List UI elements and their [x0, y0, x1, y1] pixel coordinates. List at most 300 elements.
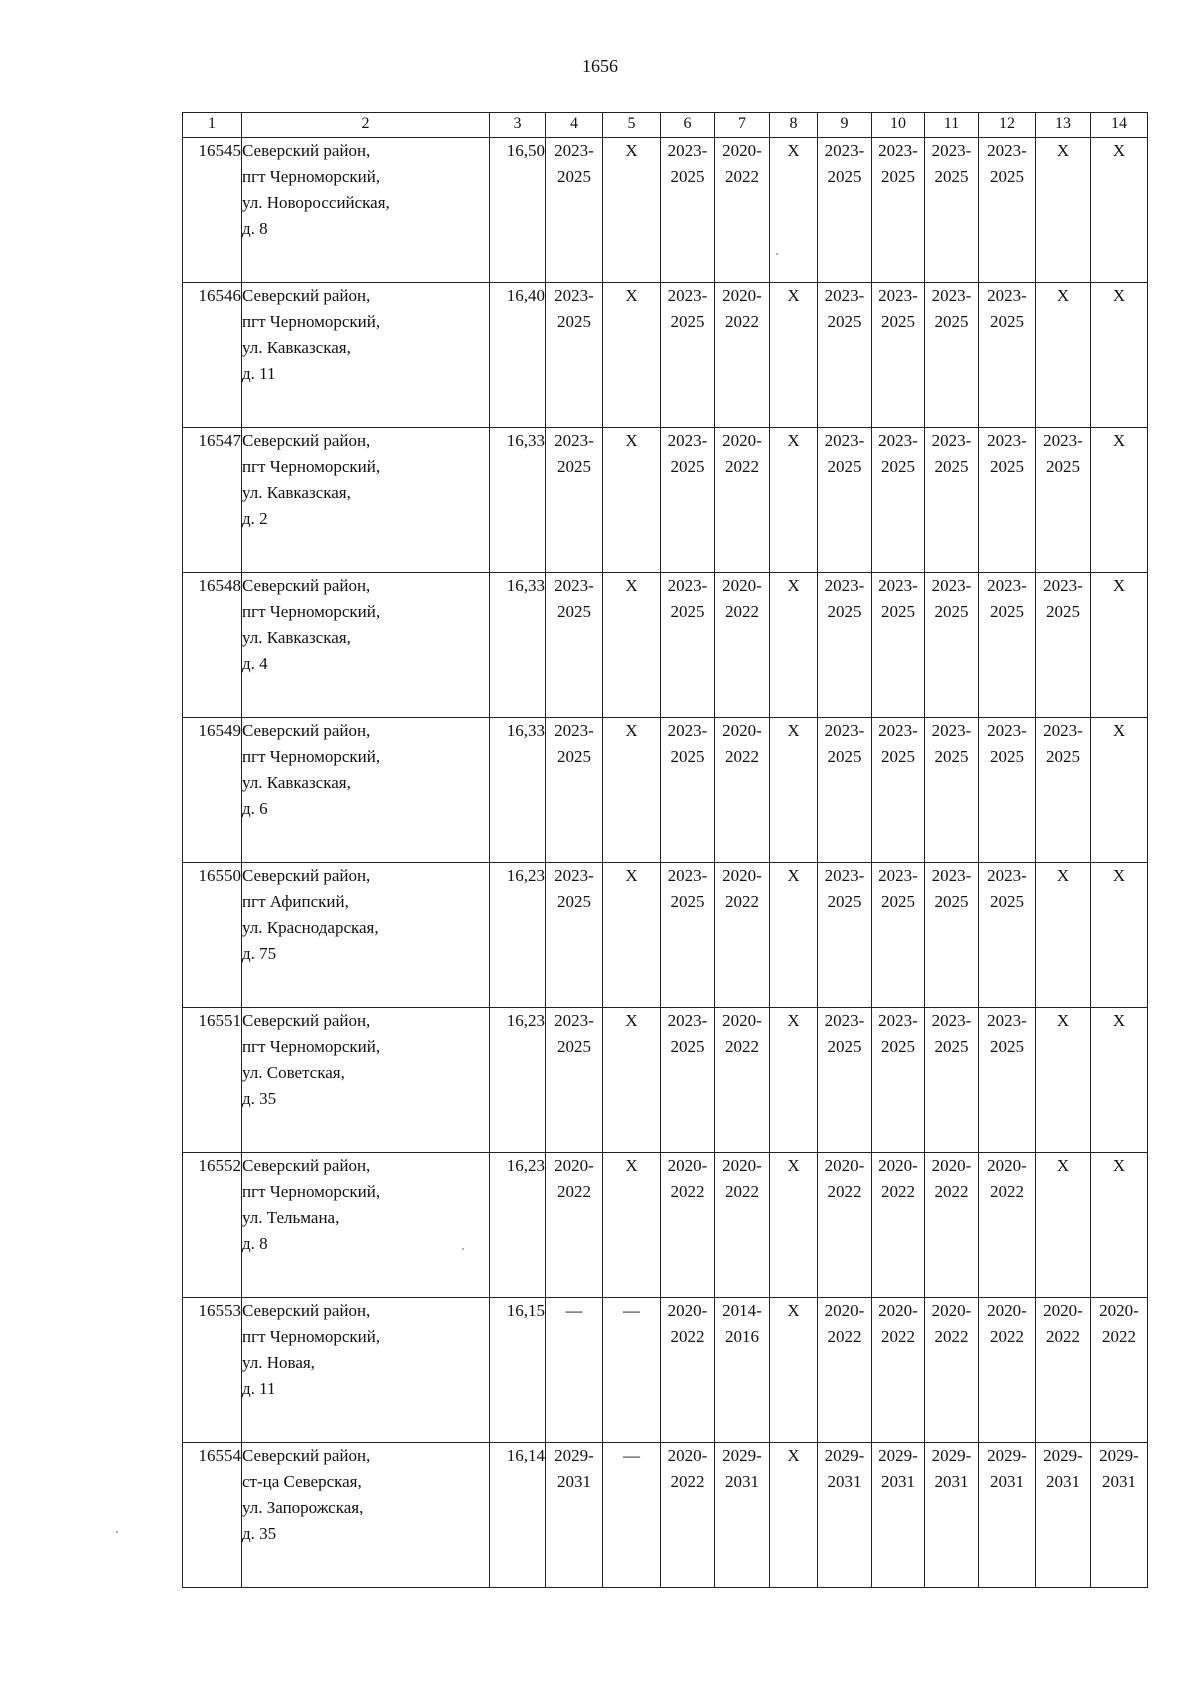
period-line: 2023- [931, 721, 972, 740]
period-line: 2020- [667, 1301, 708, 1320]
address-line: ул. Краснодарская, [242, 918, 379, 937]
column-number-8: 8 [770, 113, 818, 138]
period-line: 2023- [987, 866, 1027, 885]
period-line: 2023- [667, 576, 708, 595]
period-line: 2023- [987, 431, 1027, 450]
period-line: X [1056, 866, 1070, 885]
period-line: 2025 [990, 457, 1024, 476]
period-cell-col-8 [770, 428, 818, 573]
address-line: пгт Черноморский, [242, 1327, 381, 1346]
period-line: X [1056, 1156, 1070, 1175]
column-number-9: 9 [818, 113, 872, 138]
period-line: 2023- [554, 141, 594, 160]
address-line: пгт Афипский, [242, 892, 349, 911]
period-line: X [787, 141, 800, 160]
period-line: — [565, 1301, 583, 1320]
period-line: 2023- [878, 721, 918, 740]
period-cell-col-13 [1036, 1008, 1091, 1153]
period-line: 2025 [827, 602, 862, 621]
period-cell-col-7 [715, 573, 770, 718]
period-cell-col-9 [818, 718, 872, 863]
period-cell-col-11 [925, 1443, 979, 1588]
period-line: 2020- [931, 1301, 972, 1320]
period-line: 2029- [722, 1446, 762, 1465]
period-line: 2031 [557, 1472, 591, 1491]
period-cell-col-4 [546, 1443, 603, 1588]
address-line: пгт Черноморский, [242, 602, 381, 621]
period-line: 2023- [987, 1011, 1027, 1030]
period-line: 2023- [931, 431, 972, 450]
period-line: 2020- [878, 1156, 918, 1175]
period-line: 2016 [725, 1327, 759, 1346]
period-cell-col-4 [546, 1298, 603, 1443]
period-line: 2020- [722, 1156, 762, 1175]
period-line: X [625, 141, 638, 160]
scan-speck [776, 253, 778, 255]
period-line: 2025 [827, 747, 862, 766]
address-line: Северский район, [242, 286, 371, 305]
period-line: 2023- [824, 286, 865, 305]
period-line: X [1112, 721, 1126, 740]
period-line: 2022 [725, 457, 759, 476]
period-cell-col-11 [925, 573, 979, 718]
period-cell-col-6 [661, 283, 715, 428]
address-line: пгт Черноморский, [242, 1182, 381, 1201]
period-cell-col-5 [603, 718, 661, 863]
area-cell: 16,23 [490, 1153, 546, 1298]
period-line: 2023- [878, 576, 918, 595]
period-cell-col-9 [818, 863, 872, 1008]
period-line: 2023- [667, 141, 708, 160]
row-number: 16554 [183, 1443, 242, 1588]
address-line: Северский район, [242, 1156, 371, 1175]
period-line: X [1112, 576, 1126, 595]
period-cell-col-5 [603, 1298, 661, 1443]
period-cell-col-13 [1036, 428, 1091, 573]
period-line: 2025 [990, 167, 1024, 186]
period-line: 2023- [878, 866, 918, 885]
area-cell: 16,33 [490, 573, 546, 718]
period-cell-col-8 [770, 573, 818, 718]
period-line: X [787, 1011, 800, 1030]
column-number-1: 1 [183, 113, 242, 138]
period-line: 2020- [722, 866, 762, 885]
column-number-13: 13 [1036, 113, 1091, 138]
period-cell-col-11 [925, 1008, 979, 1153]
period-cell-col-9 [818, 1298, 872, 1443]
period-line: 2025 [670, 167, 705, 186]
period-cell-col-9 [818, 283, 872, 428]
period-line: X [625, 1156, 638, 1175]
period-cell-col-11 [925, 1298, 979, 1443]
period-line: 2020- [722, 431, 762, 450]
period-cell-col-12 [979, 863, 1036, 1008]
period-cell-col-6 [661, 428, 715, 573]
period-line: 2025 [881, 602, 915, 621]
period-line: 2025 [934, 1037, 969, 1056]
period-line: X [787, 286, 800, 305]
period-line: X [1056, 286, 1070, 305]
address-line: ул. Кавказская, [242, 338, 351, 357]
period-cell-col-7 [715, 138, 770, 283]
address-line: пгт Черноморский, [242, 747, 381, 766]
period-line: 2022 [1102, 1327, 1136, 1346]
period-cell-col-9 [818, 573, 872, 718]
period-line: 2023- [987, 576, 1027, 595]
period-line: X [787, 866, 800, 885]
period-line: 2031 [1046, 1472, 1080, 1491]
period-cell-col-12 [979, 428, 1036, 573]
period-cell-col-6 [661, 1443, 715, 1588]
period-cell-col-10 [872, 1443, 925, 1588]
address-cell [242, 863, 490, 1008]
period-line: X [625, 721, 638, 740]
period-cell-col-4 [546, 138, 603, 283]
period-line: 2029- [824, 1446, 865, 1465]
period-line: 2025 [881, 747, 915, 766]
period-cell-col-4 [546, 863, 603, 1008]
period-line: X [625, 286, 638, 305]
period-line: 2031 [827, 1472, 862, 1491]
period-line: 2025 [557, 457, 591, 476]
period-line: 2020- [722, 286, 762, 305]
column-number-7: 7 [715, 113, 770, 138]
period-cell-col-7 [715, 283, 770, 428]
period-line: X [787, 721, 800, 740]
period-cell-col-14 [1091, 1008, 1148, 1153]
period-line: 2023- [987, 286, 1027, 305]
period-cell-col-6 [661, 1153, 715, 1298]
period-line: 2023- [931, 141, 972, 160]
address-line: пгт Черноморский, [242, 167, 381, 186]
period-line: X [625, 576, 638, 595]
period-line: 2023- [878, 1011, 918, 1030]
period-cell-col-12 [979, 283, 1036, 428]
period-line: 2023- [878, 431, 918, 450]
period-cell-col-14 [1091, 1153, 1148, 1298]
period-line: 2025 [881, 1037, 915, 1056]
period-cell-col-7 [715, 1298, 770, 1443]
period-line: 2020- [1099, 1301, 1139, 1320]
period-line: 2022 [725, 1037, 759, 1056]
period-line: 2025 [881, 167, 915, 186]
period-line: 2022 [990, 1327, 1024, 1346]
register-table [182, 112, 1148, 1588]
period-line: 2023- [824, 576, 865, 595]
period-cell-col-7 [715, 428, 770, 573]
period-line: 2025 [990, 747, 1024, 766]
period-line: 2022 [670, 1327, 705, 1346]
period-line: 2031 [881, 1472, 915, 1491]
period-line: 2029- [931, 1446, 972, 1465]
period-cell-col-4 [546, 428, 603, 573]
period-line: 2025 [934, 747, 969, 766]
period-line: 2029- [1099, 1446, 1139, 1465]
address-cell [242, 1153, 490, 1298]
period-line: X [787, 1156, 800, 1175]
period-line: 2022 [881, 1182, 915, 1201]
period-cell-col-14 [1091, 428, 1148, 573]
period-line: 2031 [1102, 1472, 1136, 1491]
period-line: 2023- [667, 1011, 708, 1030]
period-line: 2020- [931, 1156, 972, 1175]
address-line: д. 75 [242, 944, 277, 963]
period-line: 2025 [557, 1037, 591, 1056]
scan-speck [116, 1531, 118, 1533]
address-cell [242, 428, 490, 573]
period-line: 2022 [725, 167, 759, 186]
table-row [183, 428, 1148, 573]
period-line: 2022 [725, 892, 759, 911]
address-line: ул. Кавказская, [242, 773, 351, 792]
period-line: 2029- [878, 1446, 918, 1465]
period-line: 2023- [554, 866, 594, 885]
period-line: 2025 [934, 457, 969, 476]
period-line: 2023- [1043, 721, 1083, 740]
period-line: 2025 [557, 312, 591, 331]
address-line: пгт Черноморский, [242, 1037, 381, 1056]
period-line: 2023- [878, 286, 918, 305]
period-cell-col-13 [1036, 138, 1091, 283]
period-line: 2025 [670, 312, 705, 331]
column-number-3: 3 [490, 113, 546, 138]
area-cell: 16,33 [490, 428, 546, 573]
period-cell-col-11 [925, 863, 979, 1008]
period-line: 2022 [827, 1327, 862, 1346]
period-cell-col-5 [603, 863, 661, 1008]
period-cell-col-14 [1091, 1443, 1148, 1588]
period-cell-col-12 [979, 1443, 1036, 1588]
address-line: д. 11 [242, 1379, 276, 1398]
period-line: X [1056, 141, 1070, 160]
address-line: д. 2 [242, 509, 268, 528]
column-number-12: 12 [979, 113, 1036, 138]
period-line: 2029- [987, 1446, 1027, 1465]
address-line: Северский район, [242, 431, 371, 450]
period-cell-col-5 [603, 428, 661, 573]
address-line: ул. Запорожская, [242, 1498, 364, 1517]
period-line: 2023- [667, 431, 708, 450]
address-line: Северский район, [242, 721, 371, 740]
period-cell-col-13 [1036, 718, 1091, 863]
period-cell-col-5 [603, 1443, 661, 1588]
period-cell-col-7 [715, 1008, 770, 1153]
period-line: 2029- [554, 1446, 594, 1465]
address-line: ул. Кавказская, [242, 483, 351, 502]
period-cell-col-11 [925, 428, 979, 573]
period-line: 2020- [722, 1011, 762, 1030]
period-cell-col-10 [872, 573, 925, 718]
address-line: д. 6 [242, 799, 268, 818]
period-cell-col-10 [872, 718, 925, 863]
period-line: 2020- [1043, 1301, 1083, 1320]
column-number-11: 11 [925, 113, 979, 138]
period-line: 2025 [881, 312, 915, 331]
period-line: 2025 [881, 892, 915, 911]
address-cell [242, 1298, 490, 1443]
row-number: 16549 [183, 718, 242, 863]
period-line: X [1112, 1011, 1126, 1030]
period-cell-col-12 [979, 1298, 1036, 1443]
table-row [183, 1443, 1148, 1588]
period-line: 2025 [827, 167, 862, 186]
page-number: 1656 [582, 56, 618, 76]
period-line: 2022 [934, 1182, 969, 1201]
period-line: 2023- [824, 431, 865, 450]
period-cell-col-12 [979, 718, 1036, 863]
table-row [183, 1153, 1148, 1298]
period-cell-col-13 [1036, 863, 1091, 1008]
table-row [183, 1298, 1148, 1443]
period-cell-col-12 [979, 573, 1036, 718]
address-line: Северский район, [242, 1446, 371, 1465]
address-line: ул. Новороссийская, [242, 193, 390, 212]
period-line: 2025 [881, 457, 915, 476]
period-line: 2020- [667, 1156, 708, 1175]
period-line: 2025 [990, 892, 1024, 911]
area-cell: 16,23 [490, 1008, 546, 1153]
period-cell-col-14 [1091, 863, 1148, 1008]
period-cell-col-5 [603, 283, 661, 428]
period-cell-col-11 [925, 1153, 979, 1298]
period-cell-col-11 [925, 283, 979, 428]
period-cell-col-13 [1036, 283, 1091, 428]
period-cell-col-5 [603, 1153, 661, 1298]
column-number-row [183, 113, 1148, 138]
row-number: 16553 [183, 1298, 242, 1443]
period-line: 2020- [878, 1301, 918, 1320]
period-cell-col-6 [661, 718, 715, 863]
period-line: 2020- [824, 1301, 865, 1320]
address-line: д. 35 [242, 1089, 277, 1108]
address-line: пгт Черноморский, [242, 312, 381, 331]
column-number-10: 10 [872, 113, 925, 138]
row-number: 16550 [183, 863, 242, 1008]
address-line: д. 11 [242, 364, 276, 383]
period-line: — [623, 1446, 640, 1465]
period-cell-col-8 [770, 1298, 818, 1443]
period-line: 2025 [557, 167, 591, 186]
period-line: X [787, 431, 800, 450]
row-number: 16547 [183, 428, 242, 573]
address-cell [242, 718, 490, 863]
period-line: 2022 [725, 312, 759, 331]
period-line: X [1112, 1156, 1126, 1175]
address-cell [242, 1443, 490, 1588]
period-line: X [1112, 141, 1126, 160]
period-line: 2025 [670, 747, 705, 766]
period-cell-col-4 [546, 573, 603, 718]
period-cell-col-7 [715, 863, 770, 1008]
period-cell-col-10 [872, 863, 925, 1008]
period-cell-col-8 [770, 863, 818, 1008]
period-line: 2023- [554, 286, 594, 305]
period-cell-col-14 [1091, 283, 1148, 428]
period-line: 2025 [934, 312, 969, 331]
column-number-2: 2 [242, 113, 490, 138]
period-line: 2023- [931, 1011, 972, 1030]
row-number: 16545 [183, 138, 242, 283]
period-line: 2023- [931, 576, 972, 595]
period-cell-col-5 [603, 138, 661, 283]
period-line: X [787, 576, 800, 595]
period-line: 2023- [1043, 576, 1083, 595]
period-cell-col-11 [925, 138, 979, 283]
period-line: 2022 [557, 1182, 591, 1201]
area-cell: 16,40 [490, 283, 546, 428]
row-number: 16546 [183, 283, 242, 428]
period-cell-col-8 [770, 138, 818, 283]
period-line: 2025 [990, 602, 1024, 621]
period-line: 2022 [934, 1327, 969, 1346]
scan-speck [462, 1248, 464, 1250]
period-cell-col-12 [979, 1008, 1036, 1153]
period-cell-col-4 [546, 1008, 603, 1153]
period-line: 2023- [824, 721, 865, 740]
period-line: 2025 [557, 602, 591, 621]
period-cell-col-8 [770, 283, 818, 428]
address-line: ул. Новая, [242, 1353, 315, 1372]
period-line: 2025 [670, 892, 705, 911]
period-cell-col-6 [661, 138, 715, 283]
period-cell-col-5 [603, 1008, 661, 1153]
period-cell-col-12 [979, 1153, 1036, 1298]
period-line: 2025 [670, 1037, 705, 1056]
period-cell-col-11 [925, 718, 979, 863]
period-line: 2023- [667, 286, 708, 305]
period-line: 2025 [557, 747, 591, 766]
address-line: ул. Тельмана, [242, 1208, 340, 1227]
period-cell-col-9 [818, 1153, 872, 1298]
address-line: ст-ца Северская, [242, 1472, 362, 1491]
address-line: ул. Кавказская, [242, 628, 351, 647]
period-line: — [623, 1301, 640, 1320]
period-line: 2020- [987, 1301, 1027, 1320]
period-line: 2022 [670, 1472, 705, 1491]
period-line: 2022 [670, 1182, 705, 1201]
period-line: 2025 [827, 892, 862, 911]
period-cell-col-7 [715, 1153, 770, 1298]
period-cell-col-8 [770, 1443, 818, 1588]
period-line: 2023- [554, 431, 594, 450]
period-line: 2023- [1043, 431, 1083, 450]
period-line: 2031 [725, 1472, 759, 1491]
period-cell-col-10 [872, 1153, 925, 1298]
area-cell: 16,23 [490, 863, 546, 1008]
period-line: 2023- [987, 141, 1027, 160]
period-line: 2022 [1046, 1327, 1080, 1346]
period-cell-col-13 [1036, 1298, 1091, 1443]
table-row [183, 573, 1148, 718]
period-line: 2023- [554, 1011, 594, 1030]
column-number-5: 5 [603, 113, 661, 138]
period-line: 2025 [670, 602, 705, 621]
address-line: Северский район, [242, 866, 371, 885]
period-cell-col-4 [546, 718, 603, 863]
period-cell-col-10 [872, 138, 925, 283]
period-line: 2020- [722, 141, 762, 160]
address-line: д. 4 [242, 654, 268, 673]
period-line: 2020- [667, 1446, 708, 1465]
period-line: 2025 [1046, 747, 1080, 766]
period-cell-col-13 [1036, 1443, 1091, 1588]
period-cell-col-8 [770, 1008, 818, 1153]
table-row [183, 1008, 1148, 1153]
address-line: д. 8 [242, 1234, 268, 1253]
period-line: 2025 [670, 457, 705, 476]
period-line: 2020- [722, 576, 762, 595]
period-line: X [1112, 286, 1126, 305]
